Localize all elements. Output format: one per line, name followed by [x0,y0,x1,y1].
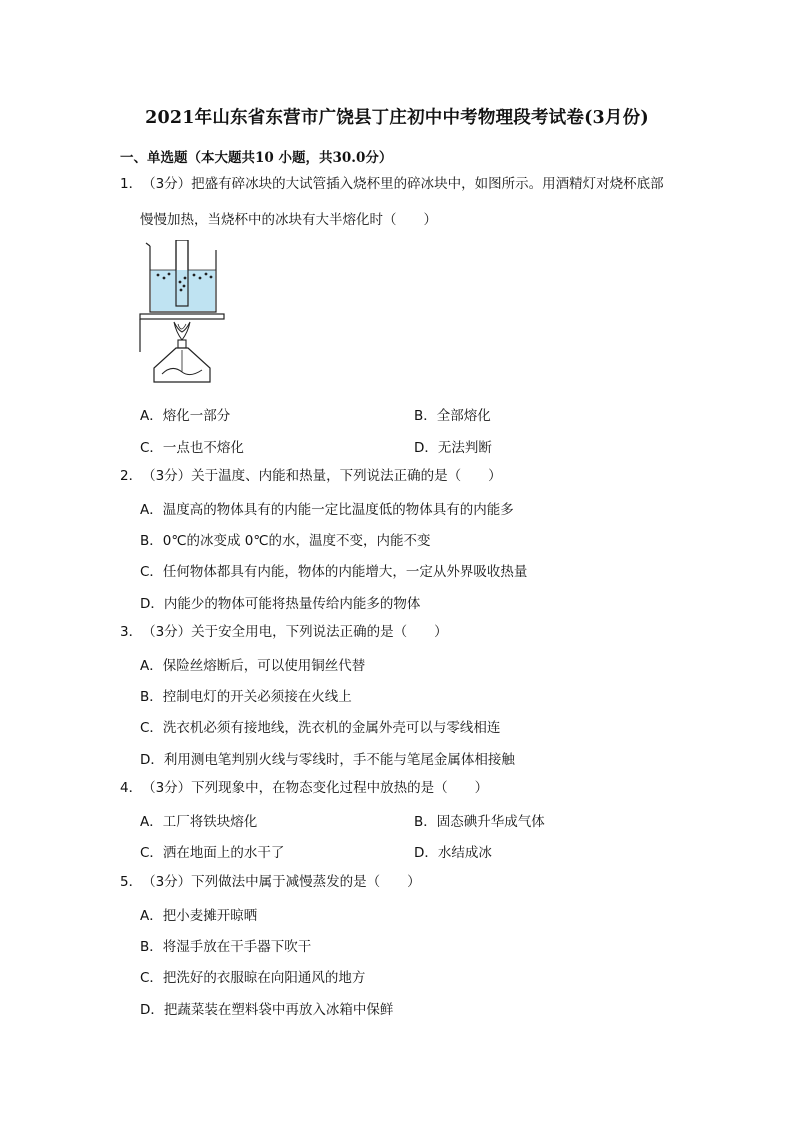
question-text: （3分）下列做法中属于减慢蒸发的是（ ） [142,874,421,890]
question-text: （3分）关于安全用电，下列说法正确的是（ ） [142,624,448,640]
question-number: 5． [120,874,143,890]
q1-option-b: B．全部熔化 [414,408,491,424]
q2-option-d: D．内能少的物体可能将热量传给内能多的物体 [140,596,421,612]
q3-option-b: B．控制电灯的开关必须接在火线上 [140,689,352,705]
q5-option-c: C．把洗好的衣服晾在向阳通风的地方 [140,970,366,986]
question-2 [120,466,502,486]
q4-option-b: B．固态碘升华成气体 [414,814,545,830]
q5-option-a: A．把小麦摊开晾晒 [140,908,258,924]
question-number: 3． [120,624,143,640]
flame [174,322,190,340]
q1-option-d: D．无法判断 [414,440,492,456]
q4-option-c: C．洒在地面上的水干了 [140,845,285,861]
q3-option-c: C．洗衣机必须有接地线，洗衣机的金属外壳可以与零线相连 [140,720,501,736]
q5-option-d: D．把蔬菜装在塑料袋中再放入冰箱中保鲜 [140,1002,394,1018]
q1-option-c: C．一点也不熔化 [140,440,244,456]
question-1-continued: 慢慢加热，当烧杯中的冰块有大半熔化时（ ） [140,212,437,228]
q3-option-d: D．利用测电笔判别火线与零线时，手不能与笔尾金属体相接触 [140,752,515,768]
question-text: （3分）把盛有碎冰块的大试管插入烧杯里的碎冰块中，如图所示。用酒精灯对烧杯底部 [142,176,664,192]
section-heading: 一、单选题（本大题共10 小题，共30.0分） [120,150,393,166]
beaker-heating-diagram [138,240,228,390]
page-title: 2021年山东省东营市广饶县丁庄初中中考物理段考试卷(3月份) [145,108,649,128]
question-1 [120,174,664,194]
q1-option-a: A．熔化一部分 [140,408,231,424]
question-text: （3分）关于温度、内能和热量，下列说法正确的是（ ） [142,468,502,484]
q3-option-a: A．保险丝熔断后，可以使用铜丝代替 [140,658,366,674]
q4-option-d: D．水结成冰 [414,845,492,861]
question-5 [120,872,421,892]
question-number: 1． [120,176,143,192]
q2-option-b: B．0℃的冰变成 0℃的水，温度不变，内能不变 [140,533,431,549]
question-3 [120,622,448,642]
question-text: （3分）下列现象中，在物态变化过程中放热的是（ ） [142,780,489,796]
q2-option-a: A．温度高的物体具有的内能一定比温度低的物体具有的内能多 [140,502,514,518]
q2-option-c: C．任何物体都具有内能，物体的内能增大，一定从外界吸收热量 [140,564,528,580]
q4-option-a: A．工厂将铁块熔化 [140,814,258,830]
q5-option-b: B．将湿手放在干手器下吹干 [140,939,312,955]
gauze-plate [140,314,224,319]
question-4 [120,778,488,798]
question-number: 2． [120,468,143,484]
question-number: 4． [120,780,143,796]
